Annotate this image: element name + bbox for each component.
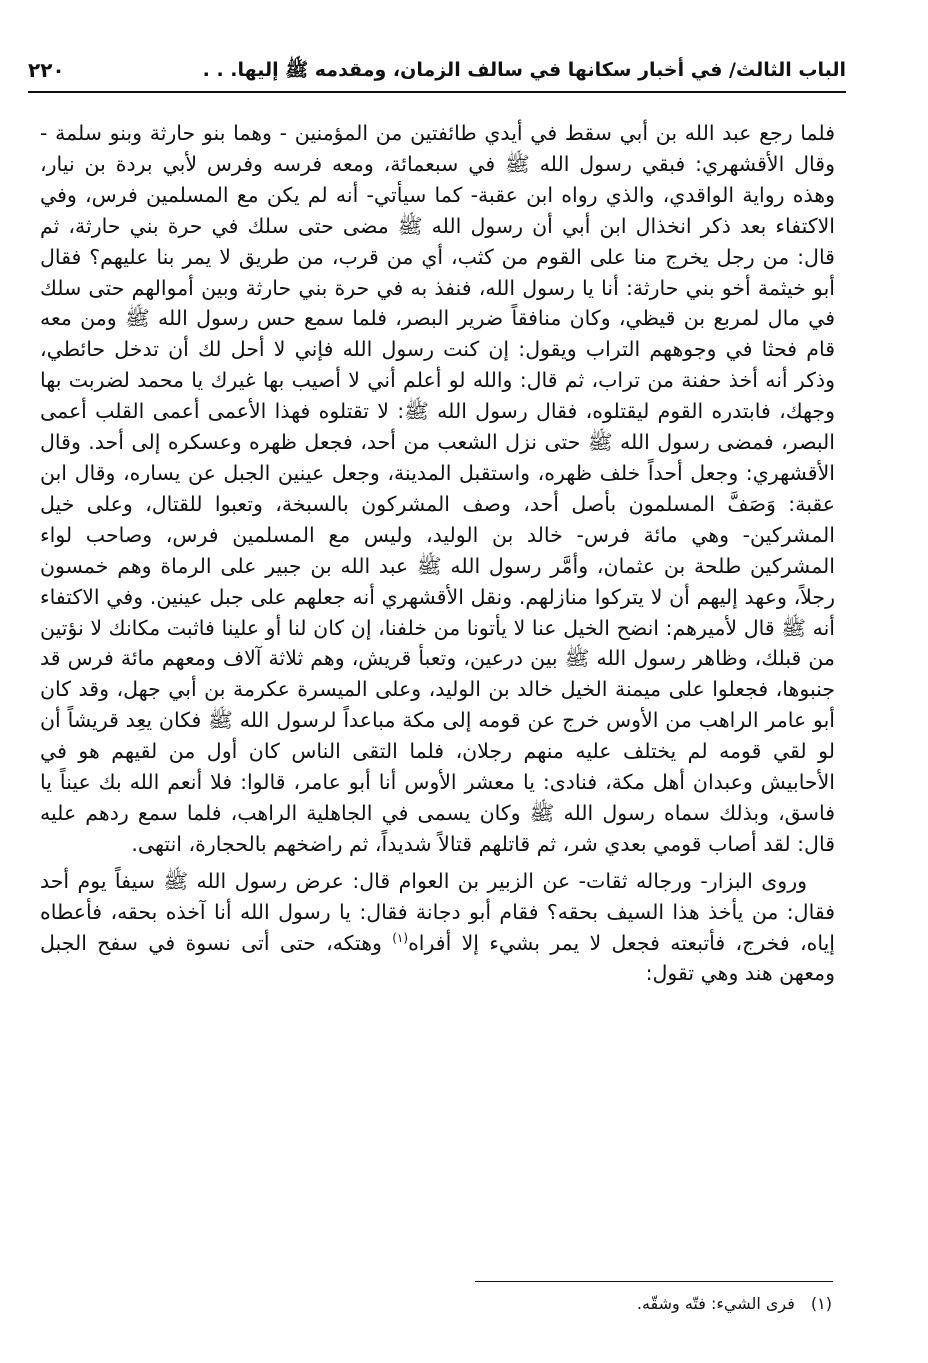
footnote [637, 1294, 832, 1313]
main-text [40, 118, 835, 989]
footnote-marker[interactable]: (١) [392, 930, 409, 945]
paragraph-text: وهتكه، حتى أتى نسوة في سفح الجبل ومعهن هند وهي تقول: [40, 930, 835, 986]
footnote-number: (١) [810, 1294, 832, 1313]
footnote-text: فرى الشيء: فتّه وشقّه. [636, 1294, 795, 1313]
page-number: ٢٢٠ [28, 58, 65, 82]
footnote-divider [475, 1281, 833, 1282]
chapter-title: الباب الثالث/ في أخبار سكانها في سالف الزمان، ومقدمه ﷺ إليها. . . [202, 59, 846, 81]
header-divider [28, 91, 846, 93]
paragraph: فلما رجع عبد الله بن أبي سقط في أيدي طائفتين من المؤمنين - وهما بنو حارثة وبنو سلمة - وقال الأقشهري: فبقي رسول الله ﷺ في سبعمائة، ومعه فرسه وفرس لأبي بردة بن نيار، وهذه رواية الواقدي، والذي رواه ابن عقبة- كما سيأتي- أنه لم يكن مع المسلمين فرس، وفي الاكتفاء بعد ذكر انخذال ابن أبي أن رسول الله ﷺ مضى حتى سلك في حرة بني حارثة، ثم قال: من رجل يخرج منا على القوم من كثب، أي من قرب، من طريق لا يمر بنا عليهم؟ فقال أبو خيثمة أخو بني حارثة: أنا يا رسول الله، فنفذ به في حرة بني حارثة وبين أموالهم حتى سلك في مال لمربع بن قيظي، وكان منافقاً ضرير البصر، فلما سمع حس رسول الله ﷺ ومن معه قام فحثا في وجوههم التراب ويقول: إن كنت رسول الله فإني لا أحل لك أن تدخل حائطي، وذكر أنه أخذ حفنة من تراب، ثم قال: والله لو أعلم أني لا أصيب بها غيرك يا محمد لضربت بها وجهك، فابتدره القوم ليقتلوه، فقال رسول الله ﷺ: لا تقتلوه فهذا الأعمى أعمى القلب أعمى البصر، فمضى رسول الله ﷺ حتى نزل الشعب من أحد، فجعل ظهره وعسكره إلى أحد. وقال الأقشهري: وجعل أحداً خلف ظهره، واستقبل المدينة، وجعل عينين الجبل عن يساره، وقال ابن عقبة: وَصَفَّ المسلمون بأصل أحد، وصف المشركون بالسبخة، وتعبوا للقتال، وعلى خيل المشركين- وهي مائة فرس- خالد بن الوليد، وليس مع المسلمين فرس، وصاحب لواء المشركين طلحة بن عثمان، وأمَّر رسول الله ﷺ عبد الله بن جبير على الرماة وهم خمسون رجلاً، وعهد إليهم أن لا يتركوا منازلهم. ونقل الأقشهري أنه جعلهم على جبل عينين. وفي الاكتفاء أنه ﷺ قال لأميرهم: انضح الخيل عنا لا يأتونا من خلفنا، إن كان لنا أو علينا فاثبت مكانك لا نؤتين من قبلك، وظاهر رسول الله ﷺ بين درعين، وتعبأ قريش، وهم ثلاثة آلاف ومعهم مائة فرس قد جنبوها، فجعلوا على ميمنة الخيل خالد بن الوليد، وعلى الميسرة عكرمة بن أبي جهل، وقد كان أبو عامر الراهب من الأوس خرج عن قومه إلى مكة مباعداً لرسول الله ﷺ فكان يعِد قريشاً أن لو لقي قومه لم يختلف عليه منهم رجلان، فلما التقى الناس كان أول من لقيهم هو في الأحابيش وعبدان أهل مكة، فنادى: يا معشر الأوس أنا أبو عامر، قالوا: فلا أنعم الله بك عيناً يا فاسق، وبذلك سماه رسول الله ﷺ وكان يسمى في الجاهلية الراهب، فلما سمع ردهم عليه قال: لقد أصاب قومي بعدي شر، ثم قاتلهم قتالاً شديداً، ثم راضخهم بالحجارة، انتهى. [40, 121, 835, 856]
paragraph-text: وروى البزار- ورجاله ثقات- عن الزبير بن العوام قال: عرض رسول الله ﷺ سيفاً يوم أحد فقال: من يأخذ هذا السيف بحقه؟ فقام أبو دجانة فقال: يا رسول الله أنا آخذه بحقه، فأعطاه إياه، فخرج، فأتبعته فجعل لا يمر بشيء إلا أفراه [40, 868, 836, 955]
running-header [28, 52, 846, 88]
paragraph [40, 866, 835, 990]
